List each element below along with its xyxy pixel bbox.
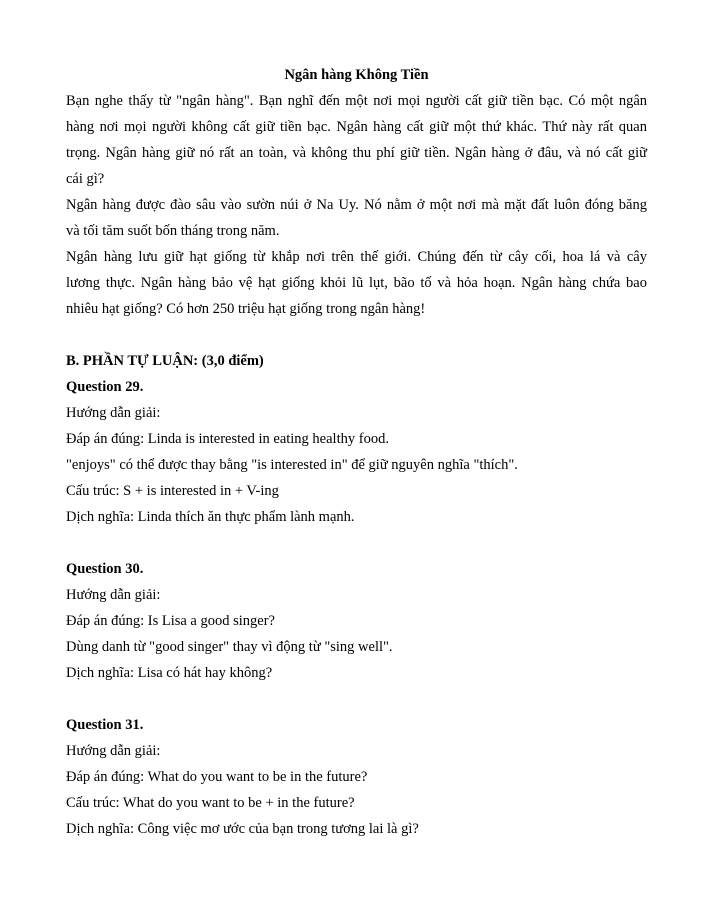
question-title: Question 31.: [66, 717, 144, 733]
guide-label: Hướng dẫn giải:: [66, 405, 161, 421]
spacer: [66, 530, 647, 556]
text-line: và tối tăm suốt bốn tháng trong năm.: [66, 223, 280, 239]
reading-paragraph-2: [66, 192, 647, 244]
question-title: Question 30.: [66, 561, 144, 577]
guide-label: Hướng dẫn giải:: [66, 743, 161, 759]
text-line: Ngân hàng lưu giữ hạt giống từ khắp nơi trên thế giới. Chúng đến từ cây cối, hoa lá và cây: [66, 249, 647, 265]
text-line: trọng. Ngân hàng giữ nó rất an toàn, và không thu phí giữ tiền. Ngân hàng ở đâu, và nó cất giữ: [66, 145, 647, 161]
answer-line: Đáp án đúng: Is Lisa a good singer?: [66, 613, 275, 629]
structure-line: Cấu trúc: What do you want to be + in the future?: [66, 795, 355, 811]
explanation-line: Dùng danh từ "good singer" thay vì động từ "sing well".: [66, 639, 393, 655]
section-heading: B. PHẦN TỰ LUẬN: (3,0 điểm): [66, 353, 264, 369]
question-29: [66, 374, 647, 530]
question-title: Question 29.: [66, 379, 144, 395]
answer-line: Đáp án đúng: Linda is interested in eating healthy food.: [66, 431, 389, 447]
structure-line: Cấu trúc: S + is interested in + V-ing: [66, 483, 279, 499]
translation-line: Dịch nghĩa: Linda thích ăn thực phẩm lành mạnh.: [66, 509, 355, 525]
text-line: hàng nơi mọi người không cất giữ tiền bạc. Ngân hàng cất giữ một thứ khác. Thứ này rất quan: [66, 119, 647, 135]
spacer: [66, 686, 647, 712]
translation-line: Dịch nghĩa: Công việc mơ ước của bạn trong tương lai là gì?: [66, 821, 419, 837]
document-page: [66, 62, 647, 842]
answer-line: Đáp án đúng: What do you want to be in the future?: [66, 769, 368, 785]
guide-label: Hướng dẫn giải:: [66, 587, 161, 603]
reading-paragraph-1: [66, 88, 647, 192]
translation-line: Dịch nghĩa: Lisa có hát hay không?: [66, 665, 273, 681]
text-line: lương thực. Ngân hàng bảo vệ hạt giống khỏi lũ lụt, bão tố và hỏa hoạn. Ngân hàng chứa bao: [66, 275, 647, 291]
question-30: [66, 556, 647, 686]
text-line: nhiêu hạt giống? Có hơn 250 triệu hạt giống trong ngân hàng!: [66, 301, 426, 317]
explanation-line: "enjoys" có thể được thay bằng "is interested in" để giữ nguyên nghĩa "thích".: [66, 457, 518, 473]
reading-paragraph-3: [66, 244, 647, 322]
text-line: Bạn nghe thấy từ "ngân hàng". Bạn nghĩ đến một nơi mọi người cất giữ tiền bạc. Có một ngân: [66, 93, 647, 109]
spacer: [66, 322, 647, 348]
text-line: cái gì?: [66, 171, 105, 187]
text-line: Ngân hàng được đào sâu vào sườn núi ở Na Uy. Nó nằm ở một nơi mà mặt đất luôn đóng băng: [66, 197, 647, 213]
reading-title: Ngân hàng Không Tiền: [284, 67, 429, 83]
question-31: [66, 712, 647, 842]
